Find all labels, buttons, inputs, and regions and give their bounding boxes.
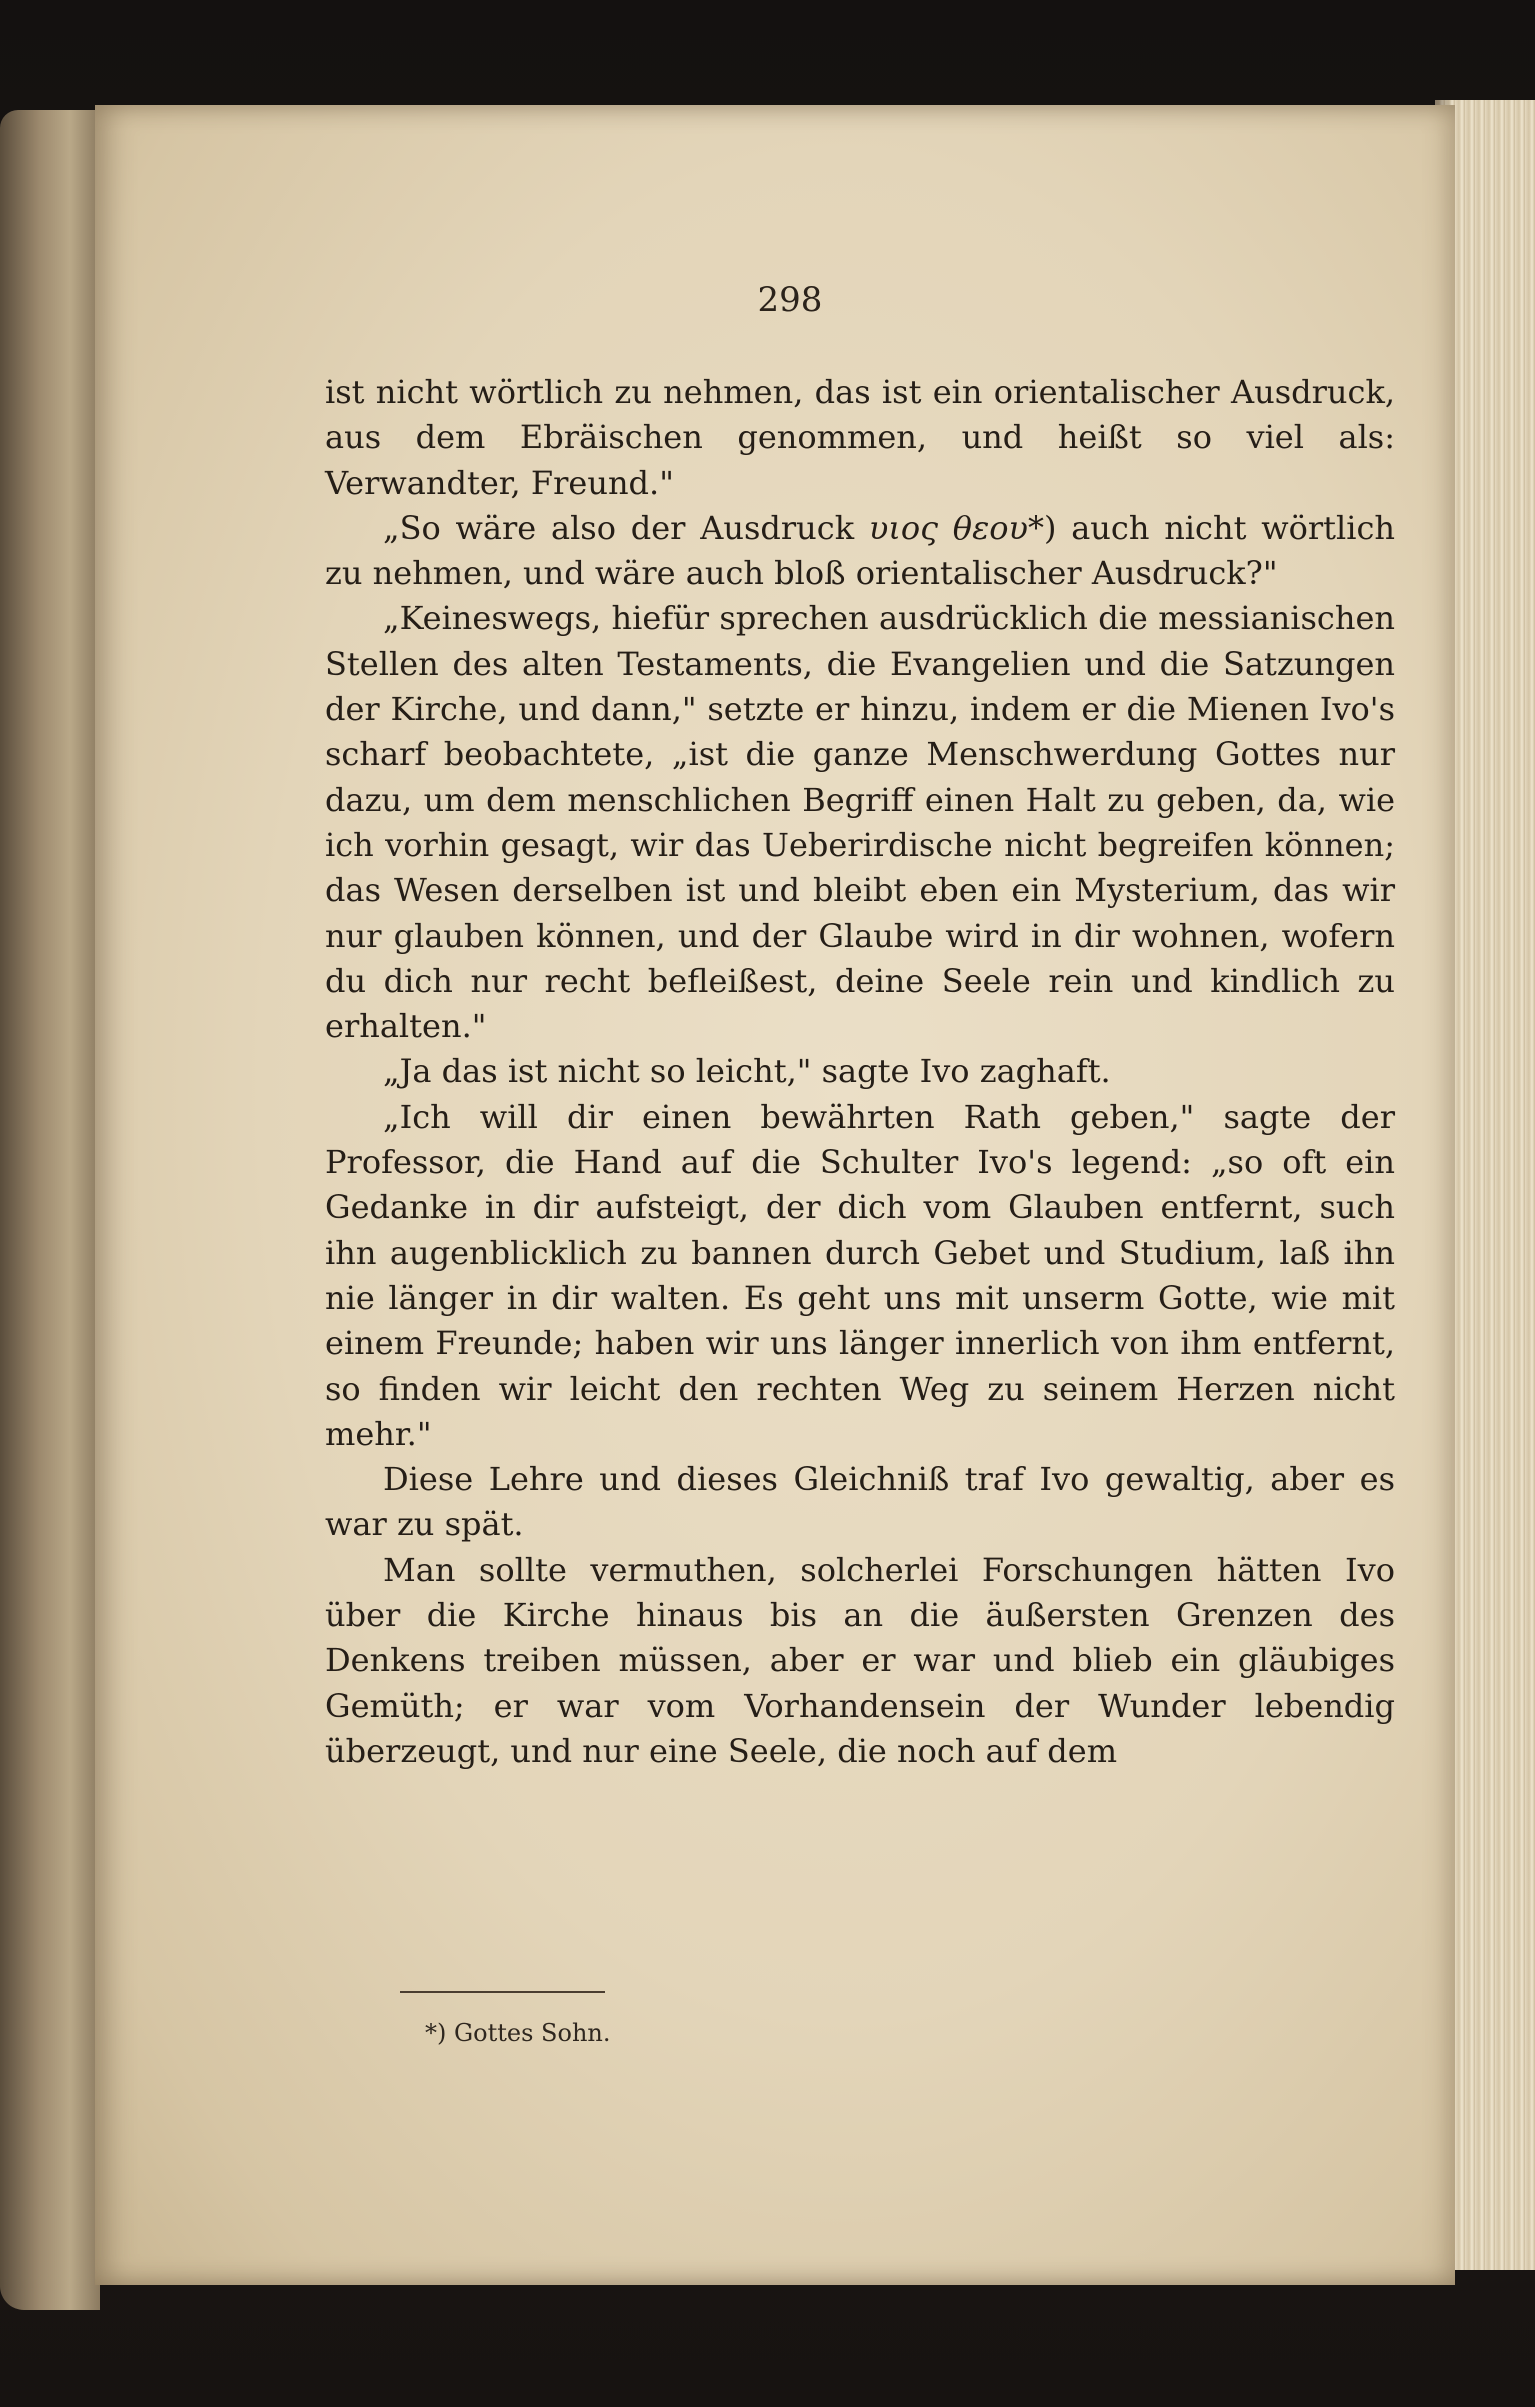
greek-phrase: υιος θεου	[868, 508, 1028, 547]
paragraph-2-pre: „So wäre also der Ausdruck	[383, 508, 869, 547]
paragraph-2	[325, 506, 1395, 597]
footnote: *) Gottes Sohn.	[425, 2019, 611, 2047]
page-number: 298	[757, 280, 823, 320]
book-left-edge	[0, 110, 100, 2310]
paragraph-5: „Ich will dir einen bewährten Rath geben," sagte der Professor, die Hand auf die Schulter Ivo's legend: „so oft ein Gedanke in dir aufsteigt, der dich vom Glauben entfernt, such ihn augenblicklich zu bannen durch Gebet und Studium, laß ihn nie länger in dir walten. Es geht uns mit unserm Gotte, wie mit einem Freunde; haben wir uns länger innerlich von ihm entfernt, so finden wir leicht den rechten Weg zu seinem Herzen nicht mehr."	[325, 1097, 1395, 1453]
footnote-divider	[400, 1991, 605, 1993]
book-page	[95, 105, 1455, 2285]
paragraph-2-post: *) auch nicht wörtlich zu nehmen, und wäre auch bloß orientalischer Ausdruck?"	[325, 508, 1396, 593]
paragraph-1: ist nicht wörtlich zu nehmen, das ist ein orientalischer Ausdruck, aus dem Ebräischen genommen, und heißt so viel als: Verwandter, Freund."	[325, 373, 1395, 502]
paragraph-3: „Keineswegs, hiefür sprechen ausdrücklich die messianischen Stellen des alten Testaments, die Evangelien und die Satzungen der Kirche, und dann," setzte er hinzu, indem er die Mienen Ivo's scharf beobachtete, „ist die ganze Menschwerdung Gottes nur dazu, um dem menschlichen Begriff einen Halt zu geben, da, wie ich vorhin gesagt, wir das Ueberirdische nicht begreifen können; das Wesen derselben ist und bleibt eben ein Mysterium, das wir nur glauben können, und der Glaube wird in dir wohnen, wofern du dich nur recht befleißest, deine Seele rein und kindlich zu erhalten."	[325, 599, 1395, 1046]
paragraph-7: Man sollte vermuthen, solcherlei Forschungen hätten Ivo über die Kirche hinaus bis an die äußersten Grenzen des Denkens treiben müssen, aber er war und blieb ein gläubiges Gemüth; er war vom Vorhandensein der Wunder lebendig überzeugt, und nur eine Seele, die noch auf dem	[325, 1550, 1395, 1770]
paragraph-6: Diese Lehre und dieses Gleichniß traf Ivo gewaltig, aber es war zu spät.	[325, 1460, 1395, 1544]
paragraph-4: „Ja das ist nicht so leicht," sagte Ivo zaghaft.	[383, 1052, 1111, 1091]
body-text	[325, 370, 1395, 1774]
